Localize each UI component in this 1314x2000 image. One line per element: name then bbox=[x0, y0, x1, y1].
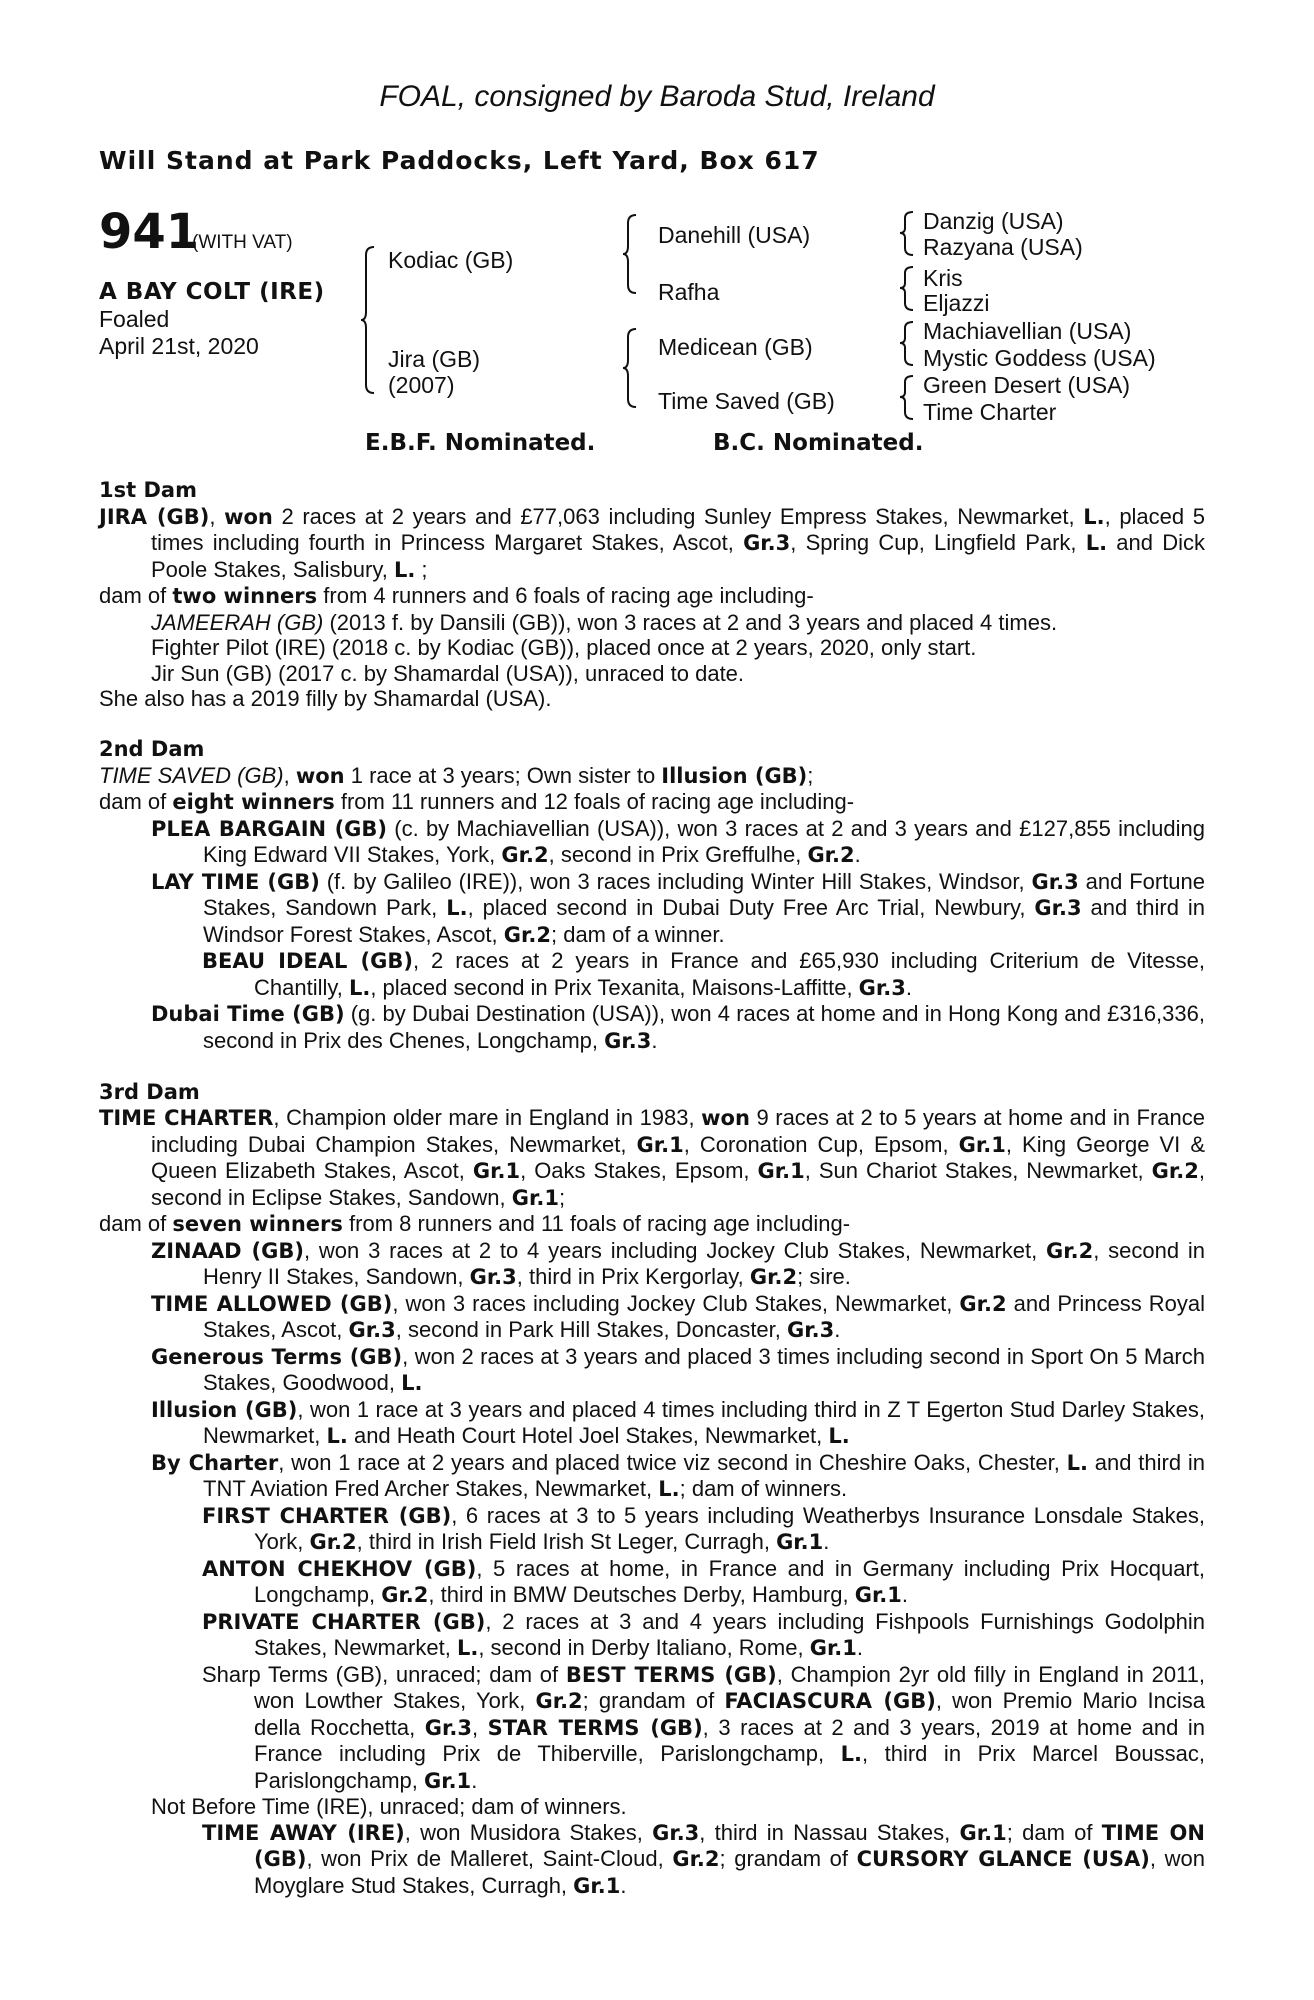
pedigree-entry: Sharp Terms (GB), unraced; dam of BEST TERMS (GB), Champion 2yr old filly in England in 2011, won Lowther Stakes, York, Gr.2; grandam of FACIASCURA (GB), won Premio Mario Incisa della Rocchetta, Gr.3, STAR TERMS (GB), 3 races at 2 and 3 years, 2019 at home and in France including Prix de Thiberville, Parislongchamp, L., third in Prix Marcel Boussac, Parislongchamp, Gr.1. bbox=[202, 1661, 1205, 1793]
great-grandparent-8: Time Charter bbox=[923, 399, 1057, 425]
sire-name: Kodiac (GB) bbox=[388, 247, 514, 273]
sire-dam-bracket bbox=[360, 245, 380, 395]
pedigree-entry: dam of two winners from 4 runners and 6 foals of racing age including- bbox=[99, 583, 814, 608]
dam-name: Jira (GB) bbox=[388, 346, 480, 372]
pedigree-entry: Generous Terms (GB), won 2 races at 3 years and placed 3 times including second in Sport On 5 March Stakes, Goodwood, L. bbox=[151, 1343, 1205, 1395]
consignment-line: FOAL, consigned by Baroda Stud, Ireland bbox=[379, 80, 935, 113]
dam-year: (2007) bbox=[388, 372, 455, 398]
great-grandparent-4: Eljazzi bbox=[923, 290, 990, 316]
sire-dam: Rafha bbox=[658, 279, 720, 305]
dam-sire: Medicean (GB) bbox=[658, 334, 813, 360]
bracket-g2 bbox=[899, 265, 919, 312]
pedigree-entry: BEAU IDEAL (GB), 2 races at 2 years in France and £65,930 including Criterium de Vitesse, Chantilly, L., placed second in Prix Texanita, Maisons-Laffitte, Gr.3. bbox=[202, 948, 1206, 1000]
section-title: 3rd Dam bbox=[99, 1079, 200, 1104]
foaled-date: April 21st, 2020 bbox=[99, 333, 259, 359]
bc-nomination: B.C. Nominated. bbox=[713, 430, 924, 456]
stand-location: Will Stand at Park Paddocks, Left Yard, Box 617 bbox=[99, 146, 820, 175]
dam-dam: Time Saved (GB) bbox=[658, 388, 835, 414]
pedigree-entry: TIME CHARTER, Champion older mare in England in 1983, won 9 races at 2 to 5 years at home and in France including Dubai Champion Stakes, Newmarket, Gr.1, Coronation Cup, Epsom, Gr.1, King George VI & Queen Elizabeth Stakes, Ascot, Gr.1, Oaks Stakes, Epsom, Gr.1, Sun Chariot Stakes, Newmarket, Gr.2, second in Eclipse Stakes, Sandown, Gr.1; bbox=[99, 1105, 1206, 1210]
pedigree-entry: She also has a 2019 filly by Shamardal (USA). bbox=[99, 686, 552, 711]
lot-number: 941 bbox=[99, 204, 200, 260]
section-spacer bbox=[99, 712, 1205, 738]
pedigree-entry: LAY TIME (GB) (f. by Galileo (IRE)), won 3 races including Winter Hill Stakes, Windsor, Gr.3 and Fortune Stakes, Sandown Park, L., placed second in Dubai Duty Free Arc Trial, Newbury, Gr.3 and third in Windsor Forest Stakes, Ascot, Gr.2; dam of a winner. bbox=[151, 868, 1206, 947]
horse-description: A BAY COLT (IRE) bbox=[99, 279, 325, 305]
great-grandparent-3: Kris bbox=[923, 265, 963, 291]
pedigree-entry: By Charter, won 1 race at 2 years and placed twice viz second in Cheshire Oaks, Chester, L. and third in TNT Aviation Fred Archer Stakes, Newmarket, L.; dam of winners. bbox=[151, 1449, 1205, 1501]
bracket-g1 bbox=[899, 210, 919, 257]
great-grandparent-6: Mystic Goddess (USA) bbox=[923, 345, 1156, 371]
bracket-g3 bbox=[899, 320, 919, 367]
great-grandparent-1: Danzig (USA) bbox=[923, 208, 1064, 234]
section-spacer bbox=[99, 1054, 1205, 1080]
bracket-g4 bbox=[899, 374, 919, 421]
vat-note: (WITH VAT) bbox=[192, 232, 293, 253]
pedigree-entry: FIRST CHARTER (GB), 6 races at 3 to 5 years including Weatherbys Insurance Lonsdale Stakes, York, Gr.2, third in Irish Field Irish St Leger, Curragh, Gr.1. bbox=[202, 1502, 1205, 1554]
pedigree-entry: Dubai Time (GB) (g. by Dubai Destination (USA)), won 4 races at home and in Hong Kong and £316,336, second in Prix des Chenes, Longchamp, Gr.3. bbox=[151, 1001, 1205, 1053]
pedigree-entry: PRIVATE CHARTER (GB), 2 races at 3 and 4 years including Fishpools Furnishings Godolphin Stakes, Newmarket, L., second in Derby Italiano, Rome, Gr.1. bbox=[202, 1608, 1205, 1660]
pedigree-entry: dam of seven winners from 8 runners and 11 foals of racing age including- bbox=[99, 1211, 851, 1236]
pedigree-entry: PLEA BARGAIN (GB) (c. by Machiavellian (USA)), won 3 races at 2 and 3 years and £127,855 including King Edward VII Stakes, York, Gr.2, second in Prix Greffulhe, Gr.2. bbox=[151, 815, 1205, 867]
great-grandparent-7: Green Desert (USA) bbox=[923, 372, 1131, 398]
pedigree-entry: TIME ALLOWED (GB), won 3 races including Jockey Club Stakes, Newmarket, Gr.2 and Princess Royal Stakes, Ascot, Gr.3, second in Park Hill Stakes, Doncaster, Gr.3. bbox=[151, 1290, 1205, 1342]
ebf-nomination: E.B.F. Nominated. bbox=[365, 430, 596, 456]
pedigree-entry: Illusion (GB), won 1 race at 3 years and placed 4 times including third in Z T Egerton Stud Darley Stakes, Newmarket, L. and Heath Court Hotel Joel Stakes, Newmarket, L. bbox=[151, 1396, 1205, 1448]
section-title: 1st Dam bbox=[99, 478, 197, 502]
pedigree-entry: Jir Sun (GB) (2017 c. by Shamardal (USA)), unraced to date. bbox=[151, 660, 745, 686]
great-grandparent-5: Machiavellian (USA) bbox=[923, 318, 1132, 344]
dam-line-bracket bbox=[622, 327, 642, 409]
section-title: 2nd Dam bbox=[99, 737, 205, 761]
foaled-label: Foaled bbox=[99, 306, 170, 332]
pedigree-entry: Fighter Pilot (IRE) (2018 c. by Kodiac (GB)), placed once at 2 years, 2020, only start. bbox=[151, 635, 977, 660]
pedigree-entry: dam of eight winners from 11 runners and 12 foals of racing age including- bbox=[99, 789, 855, 814]
family-sections bbox=[99, 478, 1205, 1899]
pedigree-entry: ANTON CHEKHOV (GB), 5 races at home, in France and in Germany including Prix Hocquart, Longchamp, Gr.2, third in BMW Deutsches Derby, Hamburg, Gr.1. bbox=[202, 1555, 1205, 1607]
pedigree-entry: Not Before Time (IRE), unraced; dam of winners. bbox=[151, 1794, 627, 1819]
pedigree-entry: JIRA (GB), won 2 races at 2 years and £77,063 including Sunley Empress Stakes, Newmarket, L., placed 5 times including fourth in Princess Margaret Stakes, Ascot, Gr.3, Spring Cup, Lingfield Park, L. and Dick Poole Stakes, Salisbury, L. ; bbox=[99, 503, 1205, 582]
pedigree-entry: ZINAAD (GB), won 3 races at 2 to 4 years including Jockey Club Stakes, Newmarket, Gr.2, second in Henry II Stakes, Sandown, Gr.3, third in Prix Kergorlay, Gr.2; sire. bbox=[151, 1237, 1205, 1289]
pedigree-entry: JAMEERAH (GB) (2013 f. by Dansili (GB)), won 3 races at 2 and 3 years and placed 4 times. bbox=[151, 609, 1058, 635]
great-grandparent-2: Razyana (USA) bbox=[923, 234, 1083, 260]
sire-line-bracket bbox=[622, 213, 642, 295]
pedigree-entry: TIME SAVED (GB), won 1 race at 3 years; Own sister to Illusion (GB); bbox=[99, 762, 814, 788]
pedigree-entry: TIME AWAY (IRE), won Musidora Stakes, Gr.3, third in Nassau Stakes, Gr.1; dam of TIME ON (GB), won Prix de Malleret, Saint-Cloud, Gr.2; grandam of CURSORY GLANCE (USA), won Moyglare Stud Stakes, Curragh, Gr.1. bbox=[202, 1819, 1205, 1898]
sire-sire: Danehill (USA) bbox=[658, 222, 811, 248]
